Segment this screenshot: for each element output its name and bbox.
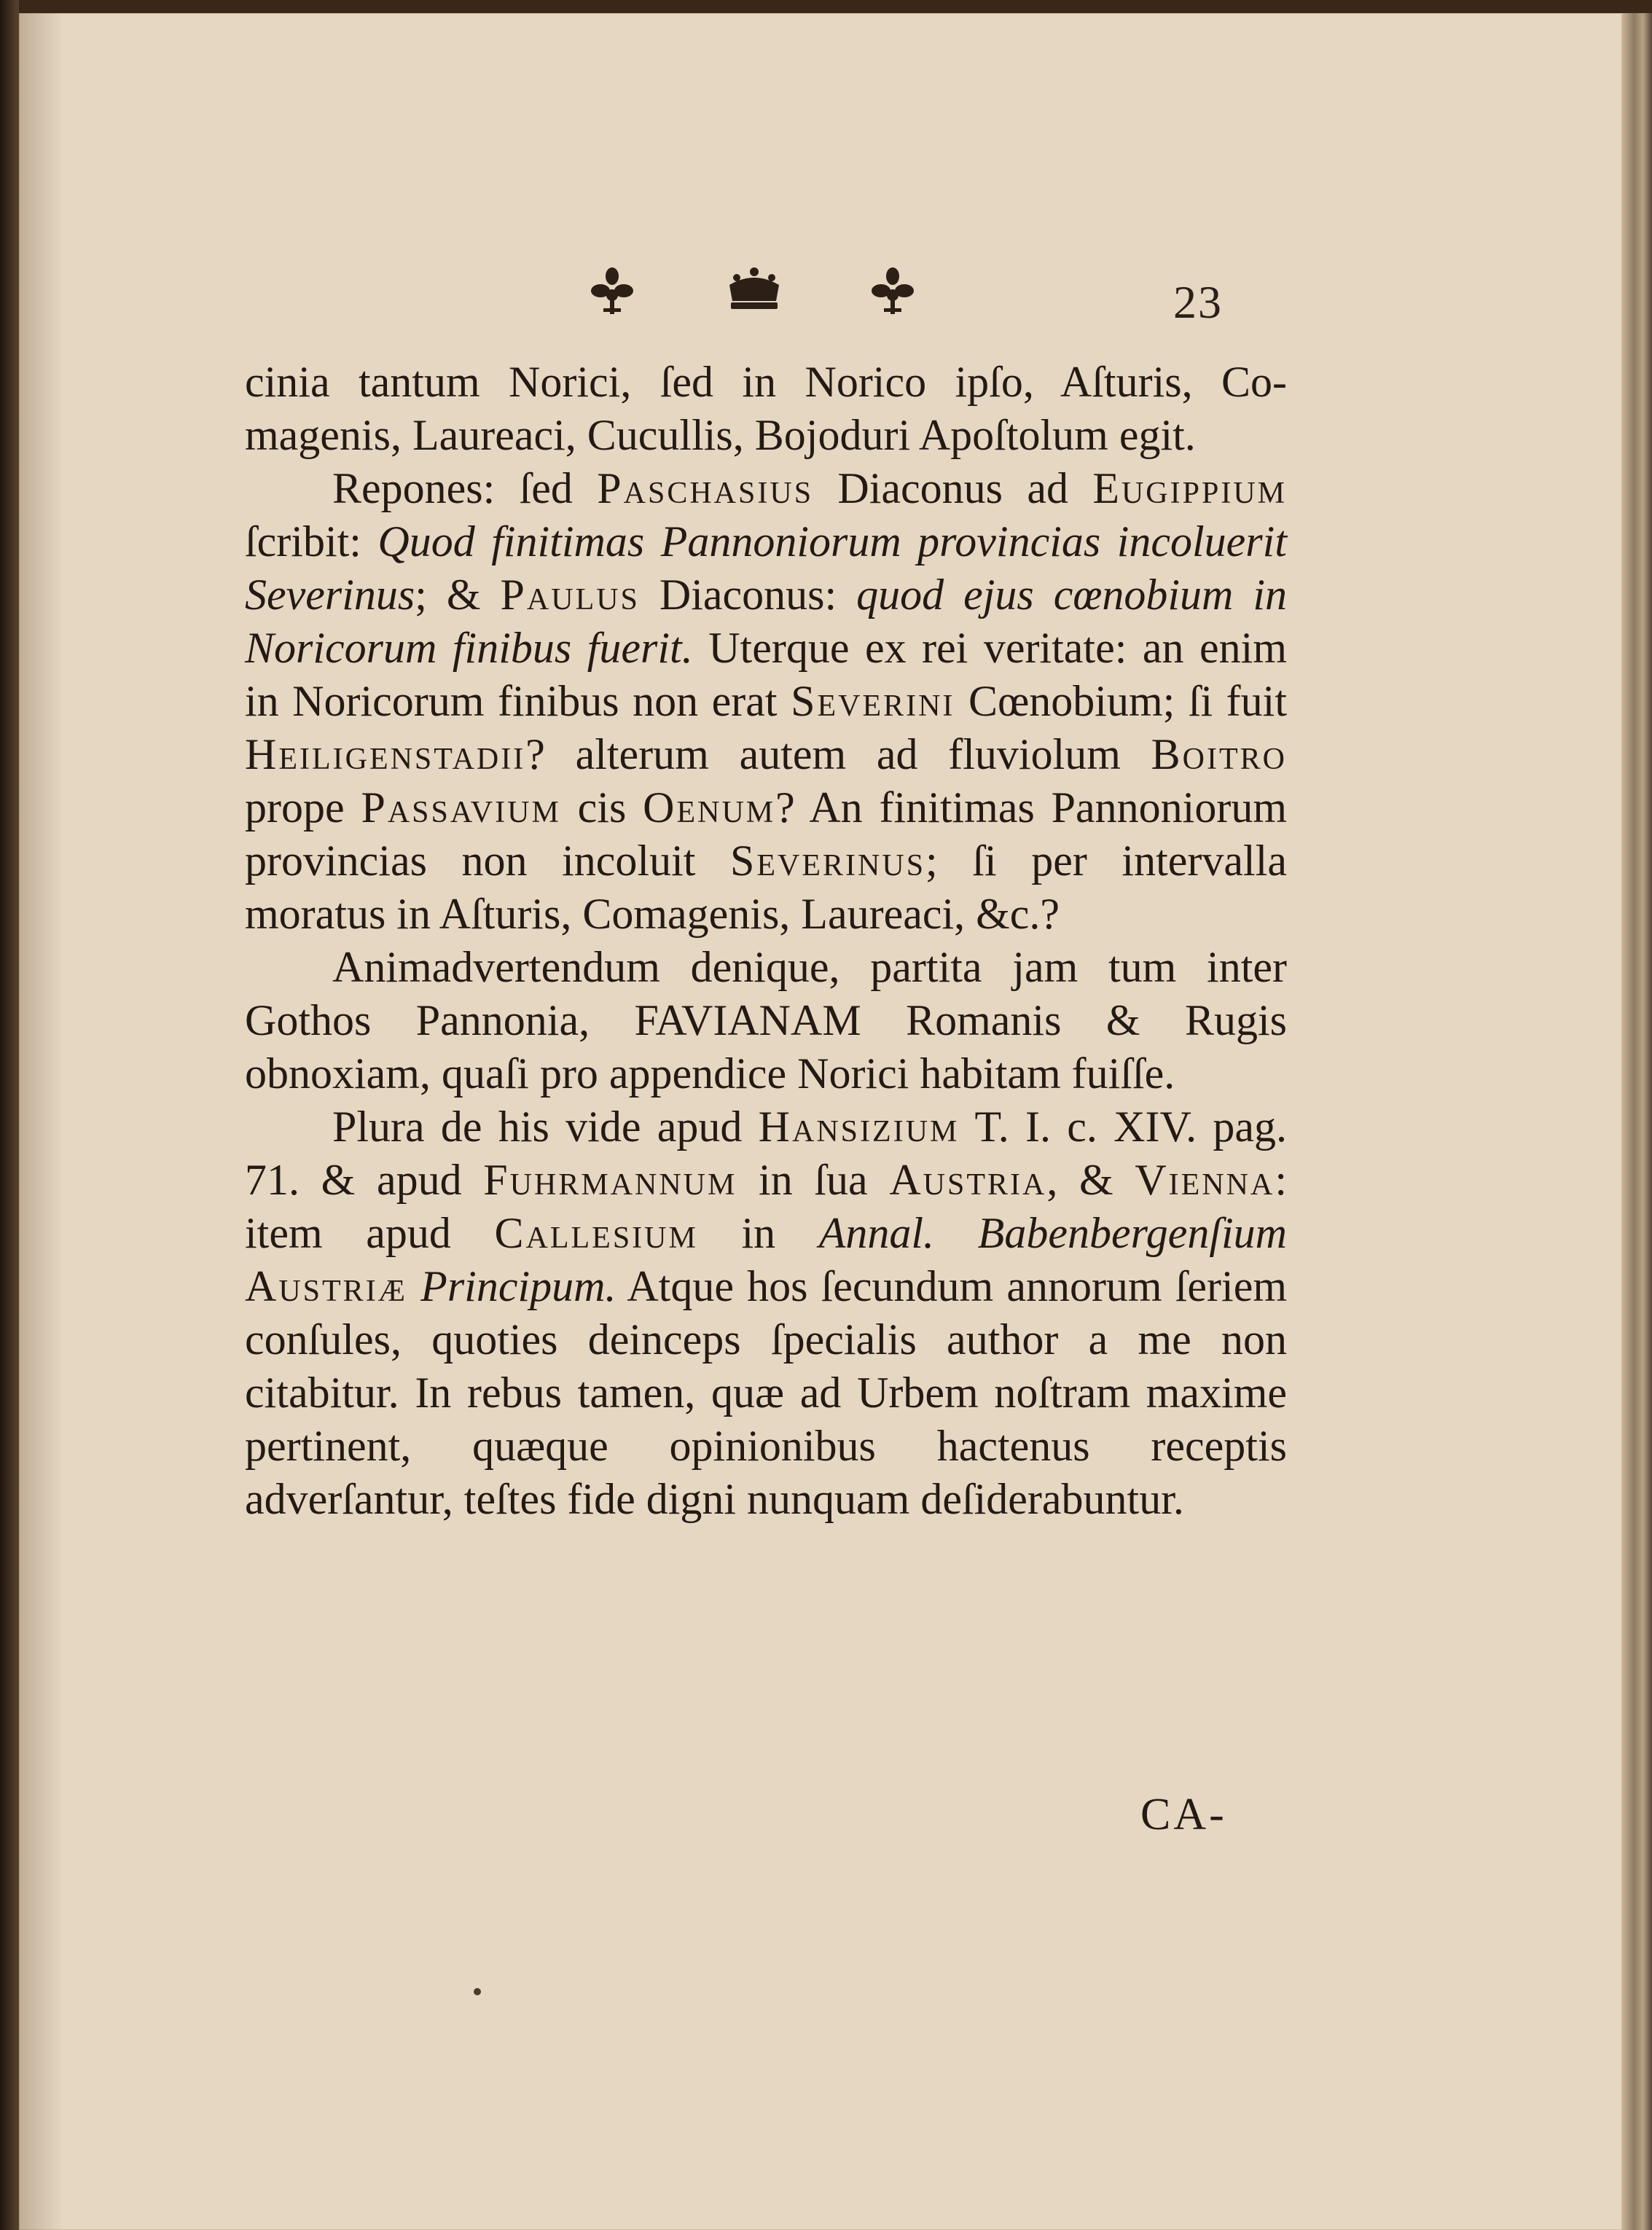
paragraph <box>245 941 1287 1100</box>
book-gutter <box>0 0 19 2230</box>
running-head <box>590 266 1246 335</box>
italic-phrase: quod ejus cœnobium in Noricorum finibus fuerit. <box>245 571 1287 672</box>
text-run: Uterque ex rei veritate: an enim in Noricorum finibus non erat <box>245 624 1287 725</box>
small-caps-name: Hansizium <box>758 1103 960 1151</box>
text-run: , & <box>1046 1156 1135 1204</box>
text-run: Animadvertendum denique, partita jam tum inter Gothos Pannonia, FAVIANAM Romanis & Rugis obnoxiam, quaſi pro appendice Norici habitam fuiſſe. <box>245 943 1287 1098</box>
page-number: 23 <box>1173 276 1223 328</box>
italic-phrase: Principum. <box>420 1262 616 1310</box>
text-run: in <box>697 1209 819 1257</box>
catchword: CA- <box>1140 1790 1227 1839</box>
text-run: T. I. c. XIV. pag. 71. & apud <box>245 1103 1287 1204</box>
text-run <box>407 1262 420 1310</box>
text-run: ? alterum autem ad fluviolum <box>525 730 1151 778</box>
small-caps-name: Oenum <box>643 783 776 832</box>
body-text <box>245 356 1287 1526</box>
small-caps-name: Austria <box>889 1156 1047 1204</box>
italic-phrase: Annal. Babenbergenſium <box>818 1209 1287 1257</box>
small-caps-name: Paulus <box>500 571 640 619</box>
small-caps-name: Severini <box>791 677 955 725</box>
text-run: Diaconus ad <box>813 464 1093 512</box>
text-run: : item apud <box>245 1156 1287 1257</box>
small-caps-name: Vienna <box>1135 1156 1275 1204</box>
small-caps-name: Severinus <box>730 837 926 885</box>
text-run: cis <box>560 783 643 832</box>
small-caps-name: Boitro <box>1151 730 1287 778</box>
page-fore-edge <box>1622 13 1652 2230</box>
text-run: Cœnobium; ſi fuit <box>955 677 1287 725</box>
small-caps-name: Eugippium <box>1092 464 1287 512</box>
text-run: Repones: ſed <box>332 464 598 512</box>
small-caps-name: Paschasius <box>597 464 814 512</box>
book-top-edge <box>0 0 1652 13</box>
paragraph <box>245 356 1287 462</box>
paragraph <box>245 462 1287 941</box>
text-run: ? An finitimas Pannoniorum provincias non incoluit <box>245 783 1287 885</box>
page-shadow <box>19 13 63 2230</box>
text-run: ſcribit: <box>245 517 378 566</box>
page-speck <box>474 1988 481 1995</box>
small-caps-name: Heiligenstadii <box>245 730 526 778</box>
text-run: ; & <box>415 571 501 619</box>
text-run: prope <box>245 783 361 832</box>
text-run: Diaconus: <box>639 571 857 619</box>
paragraph <box>245 1100 1287 1526</box>
text-run: in ſua <box>737 1156 890 1204</box>
text-run: cinia tantum Norici, ſed in Norico ipſo, Aſturis, Co-magenis, Laureaci, Cucullis, Bojoduri Apoſtolum egit. <box>245 358 1287 459</box>
text-run: Atque hos ſecundum annorum ſeriem conſules, quoties deinceps ſpecialis author a me non citabitur. In rebus tamen, quæ ad Urbem noſtram maxime pertinent, quæque opinionibus hactenus receptis adverſantur, teſtes fide digni nunquam deſiderabuntur. <box>245 1262 1287 1523</box>
small-caps-name: Passavium <box>361 783 561 832</box>
small-caps-name: Callesium <box>494 1209 698 1257</box>
crown-icon <box>725 266 783 311</box>
small-caps-name: Fuhrmannum <box>483 1156 737 1204</box>
text-run: Plura de his vide apud <box>332 1103 759 1151</box>
fleuron-icon <box>590 266 634 317</box>
fleuron-icon <box>871 266 915 317</box>
text-run: ; ſi per intervalla moratus in Aſturis, Comagenis, Laureaci, &c.? <box>245 837 1287 938</box>
small-caps-name: Austriæ <box>245 1262 408 1310</box>
italic-phrase: Quod finitimas Pannoniorum provincias incoluerit Severinus <box>245 517 1287 619</box>
